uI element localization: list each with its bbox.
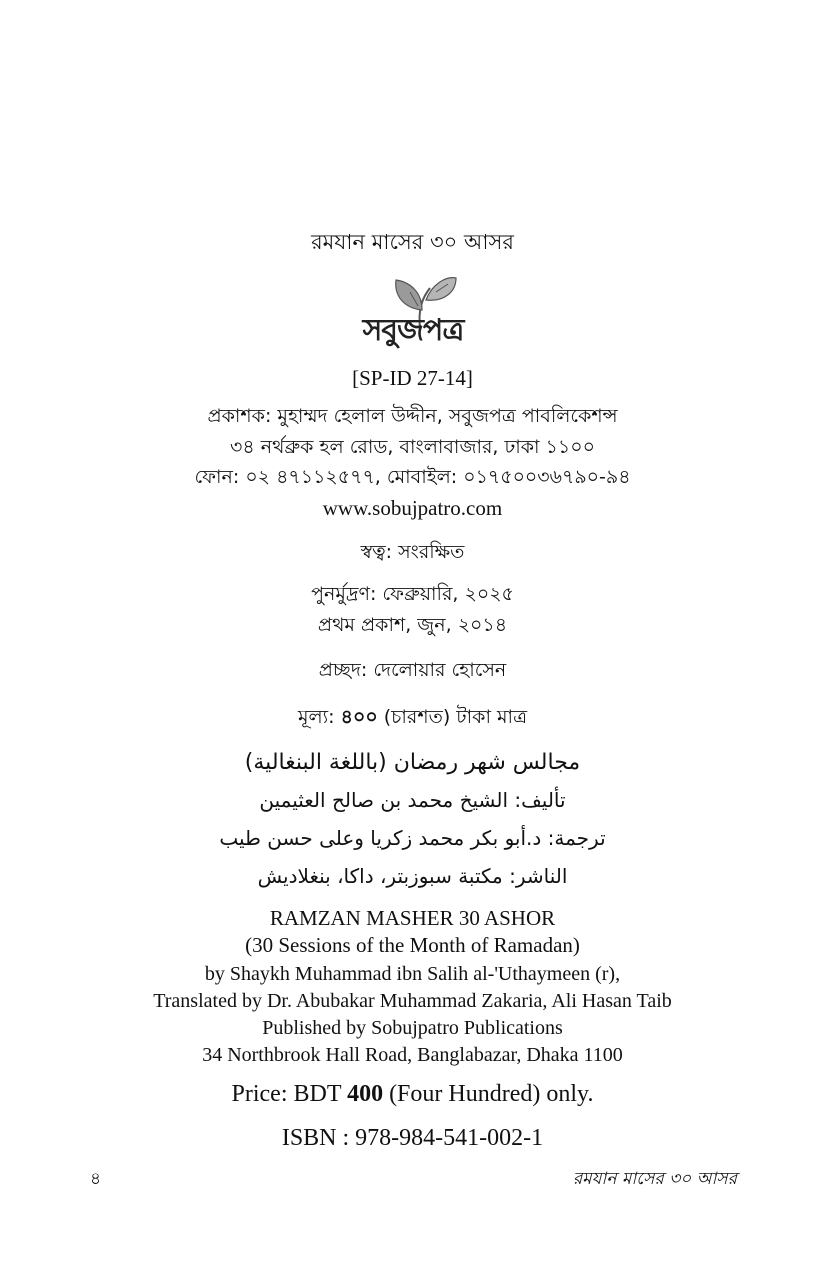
cover-design-line: প্রচ্ছদ: দেলোয়ার হোসেন (318, 659, 507, 681)
arabic-publisher: الناشر: مكتبة سبوزبتر، داكا، بنغلاديش (257, 864, 568, 888)
english-price-prefix: Price: BDT (231, 1081, 348, 1107)
arabic-translators: ترجمة: د.أبو بكر محمد زكريا وعلى حسن طيب (219, 826, 606, 850)
book-title-bn: রমযান মাসের ৩০ আসর (311, 230, 514, 254)
phone-line: ফোন: ০২ ৪৭১১২৫৭৭, মোবাইল: ০১৭৫০০৩৬৭৯০-৯৪ (194, 466, 631, 488)
address-line: ৩৪ নর্থব্রুক হল রোড, বাংলাবাজার, ঢাকা ১১০০ (230, 436, 595, 458)
english-price (0, 1081, 825, 1108)
english-price-suffix: (Four Hundred) only. (383, 1081, 594, 1107)
first-edition-line: প্রথম প্রকাশ, জুন, ২০১৪ (317, 614, 508, 636)
page-number: ৪ (90, 1169, 102, 1189)
arabic-title: مجالس شهر رمضان (باللغة البنغالية) (244, 750, 581, 775)
logo-text: সবুজপত্র (362, 313, 464, 348)
website-link[interactable]: www.sobujpatro.com (322, 496, 503, 520)
english-title: RAMZAN MASHER 30 ASHOR (269, 906, 556, 930)
price-bn-suffix: (চারশত) টাকা মাত্র (377, 706, 528, 728)
publisher-logo (352, 270, 474, 360)
english-translators: Translated by Dr. Abubakar Muhammad Zakaria, Ali Hasan Taib (153, 990, 672, 1012)
english-author: by Shaykh Muhammad ibn Salih al-'Uthaymeen (r), (204, 963, 621, 985)
arabic-author: تأليف: الشيخ محمد بن صالح العثيمين (259, 788, 566, 812)
english-address: 34 Northbrook Hall Road, Banglabazar, Dhaka 1100 (202, 1044, 623, 1066)
english-publisher: Published by Sobujpatro Publications (262, 1017, 563, 1039)
isbn: ISBN : 978-984-541-002-1 (281, 1125, 544, 1151)
reprint-line: পুনর্মুদ্রণ: ফেব্রুয়ারি, ২০২৫ (311, 583, 514, 605)
price-bn (0, 703, 825, 735)
price-bn-amount: ৪০০ (340, 706, 378, 728)
rights-line: স্বত্ব: সংরক্ষিত (360, 541, 465, 563)
price-bn-prefix: মূল্য: (297, 706, 341, 728)
english-subtitle: (30 Sessions of the Month of Ramadan) (245, 933, 580, 957)
english-price-amount: 400 (347, 1081, 384, 1107)
publisher-line: প্রকাশক: মুহাম্মদ হেলাল উদ্দীন, সবুজপত্র পাবলিকেশন্স (207, 405, 618, 427)
running-title: রমযান মাসের ৩০ আসর (572, 1169, 737, 1189)
sp-id: [SP-ID 27-14] (352, 366, 473, 390)
